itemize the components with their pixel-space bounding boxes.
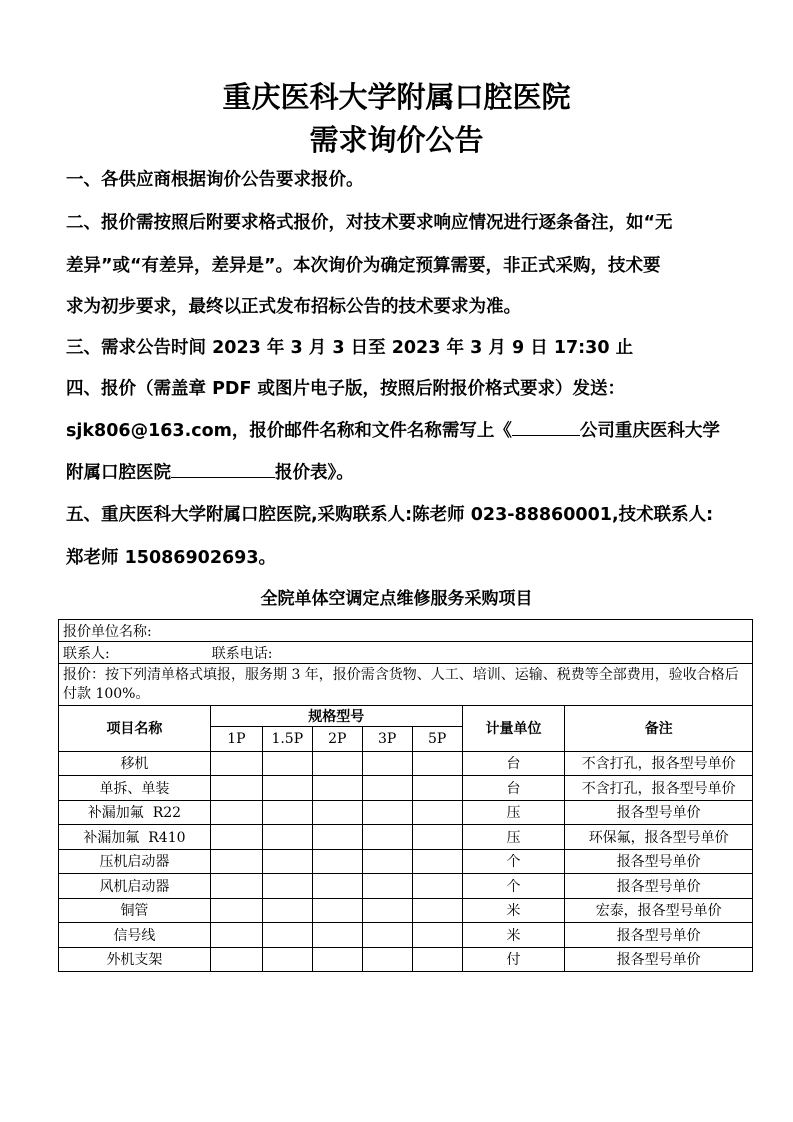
table-row [59, 800, 753, 825]
unit-cell: 台 [462, 776, 565, 801]
price-input-cell [312, 825, 362, 850]
item-name-cell: 补漏加氟 R22 [59, 800, 211, 825]
spec-header-2p: 2P [312, 727, 362, 752]
price-input-cell [362, 751, 412, 776]
remark-cell: 不含打孔，报各型号单价 [565, 751, 753, 776]
price-input-cell [262, 898, 312, 923]
item-name-cell: 信号线 [59, 923, 211, 948]
item-name-cell: 铜管 [59, 898, 211, 923]
price-input-cell [312, 898, 362, 923]
price-input-cell [312, 923, 362, 948]
price-input-cell [210, 947, 262, 972]
price-input-cell [210, 849, 262, 874]
remark-cell: 宏泰，报各型号单价 [565, 898, 753, 923]
item-name-cell: 单拆、单装 [59, 776, 211, 801]
price-input-cell [210, 776, 262, 801]
price-input-cell [312, 947, 362, 972]
quote-note-cell: 报价：按下列清单格式填报，服务期 3 年，报价需含货物、人工、培训、运输、税费等全部费用，验收合格后付款 100%。 [59, 664, 753, 706]
price-input-cell [210, 751, 262, 776]
price-input-cell [262, 849, 312, 874]
item-name-cell: 外机支架 [59, 947, 211, 972]
phone-label: 联系电话: [211, 645, 273, 662]
price-input-cell [362, 874, 412, 899]
price-input-cell [210, 825, 262, 850]
price-input-cell [262, 800, 312, 825]
price-input-cell [312, 776, 362, 801]
remark-cell: 环保氟，报各型号单价 [565, 825, 753, 850]
item-name-cell: 风机启动器 [59, 874, 211, 899]
price-input-cell [362, 947, 412, 972]
table-title: 全院单体空调定点维修服务采购项目 [260, 589, 533, 609]
price-input-cell [262, 751, 312, 776]
price-input-cell [412, 825, 462, 850]
unit-cell: 米 [462, 923, 565, 948]
unit-cell: 台 [462, 751, 565, 776]
remark-cell: 报各型号单价 [565, 800, 753, 825]
paragraph-2-line-2: 差异”或“有差异，差异是”。本次询价为确定预算需要，非正式采购，技术要 [66, 256, 661, 276]
price-input-cell [312, 800, 362, 825]
remark-cell: 报各型号单价 [565, 947, 753, 972]
paragraph-4-line-2-tail: 公司重庆医科大学 [579, 421, 720, 441]
unit-cell: 付 [462, 947, 565, 972]
paragraph-4-line-3 [66, 453, 731, 493]
price-input-cell [412, 751, 462, 776]
price-input-cell [262, 923, 312, 948]
price-input-cell [362, 849, 412, 874]
paragraph-3: 三、需求公告时间 2023 年 3 月 3 日至 2023 年 3 月 9 日 17:30 止 [66, 338, 634, 358]
price-input-cell [362, 776, 412, 801]
company-name-blank [512, 416, 580, 436]
contact-cell [59, 642, 753, 664]
document-subtitle: 需求询价公告 [309, 123, 484, 157]
price-input-cell [312, 849, 362, 874]
quote-unit-name-cell: 报价单位名称: [59, 620, 753, 642]
paragraph-5-line-1: 五、重庆医科大学附属口腔医院,采购联系人:陈老师 023-88860001,技术联系人: [66, 505, 714, 525]
price-input-cell [412, 776, 462, 801]
item-name-cell: 补漏加氟 R410 [59, 825, 211, 850]
table-row [59, 776, 753, 801]
price-input-cell [312, 874, 362, 899]
spec-header-1p: 1P [210, 727, 262, 752]
item-name-cell: 压机启动器 [59, 849, 211, 874]
price-input-cell [412, 874, 462, 899]
table-row [59, 849, 753, 874]
table-row [59, 898, 753, 923]
spec-header-3p: 3P [362, 727, 412, 752]
unit-cell: 压 [462, 825, 565, 850]
price-input-cell [262, 947, 312, 972]
remark-cell: 报各型号单价 [565, 849, 753, 874]
price-input-cell [362, 898, 412, 923]
unit-cell: 个 [462, 849, 565, 874]
quote-table [58, 619, 753, 972]
unit-cell: 米 [462, 898, 565, 923]
remark-cell: 报各型号单价 [565, 874, 753, 899]
price-input-cell [210, 800, 262, 825]
table-row [59, 874, 753, 899]
table-row [59, 947, 753, 972]
price-input-cell [412, 947, 462, 972]
document-title: 重庆医科大学附属口腔医院 [222, 80, 571, 114]
price-input-cell [210, 874, 262, 899]
price-input-cell [210, 923, 262, 948]
spec-header-1-5p: 1.5P [262, 727, 312, 752]
contact-label: 联系人: [63, 645, 110, 662]
table-row [59, 923, 753, 948]
header-spec: 规格型号 [210, 706, 462, 727]
paragraph-4-line-2 [66, 411, 731, 451]
unit-cell: 压 [462, 800, 565, 825]
price-input-cell [362, 923, 412, 948]
price-input-cell [312, 751, 362, 776]
unit-cell: 个 [462, 874, 565, 899]
paragraph-4-line-1: 四、报价（需盖章 PDF 或图片电子版，按照后附报价格式要求）发送： [66, 379, 625, 399]
price-input-cell [412, 800, 462, 825]
table-row [59, 825, 753, 850]
header-unit: 计量单位 [462, 706, 565, 752]
header-item-name: 项目名称 [59, 706, 211, 752]
paragraph-1: 一、各供应商根据询价公告要求报价。 [66, 170, 364, 190]
price-input-cell [262, 874, 312, 899]
remark-cell: 报各型号单价 [565, 923, 753, 948]
remark-cell: 不含打孔，报各型号单价 [565, 776, 753, 801]
header-remark: 备注 [565, 706, 753, 752]
paragraph-4-line-3-tail: 报价表》。 [275, 463, 354, 483]
paragraph-5-line-2: 郑老师 15086902693。 [66, 548, 277, 568]
paragraph-2-line-1: 二、报价需按照后附要求格式报价，对技术要求响应情况进行逐条备注，如“无 [66, 213, 673, 233]
price-input-cell [210, 898, 262, 923]
price-input-cell [362, 800, 412, 825]
price-input-cell [362, 825, 412, 850]
paragraph-4-line-3-head: 附属口腔医院 [66, 463, 171, 483]
price-input-cell [412, 849, 462, 874]
price-input-cell [412, 898, 462, 923]
price-input-cell [262, 825, 312, 850]
project-name-blank [171, 458, 275, 478]
table-row [59, 751, 753, 776]
spec-header-5p: 5P [412, 727, 462, 752]
paragraph-2-line-3: 求为初步要求，最终以正式发布招标公告的技术要求为准。 [66, 297, 521, 317]
item-name-cell: 移机 [59, 751, 211, 776]
price-input-cell [412, 923, 462, 948]
price-input-cell [262, 776, 312, 801]
email-text: sjk806@163.com，报价邮件名称和文件名称需写上《 [66, 421, 512, 441]
